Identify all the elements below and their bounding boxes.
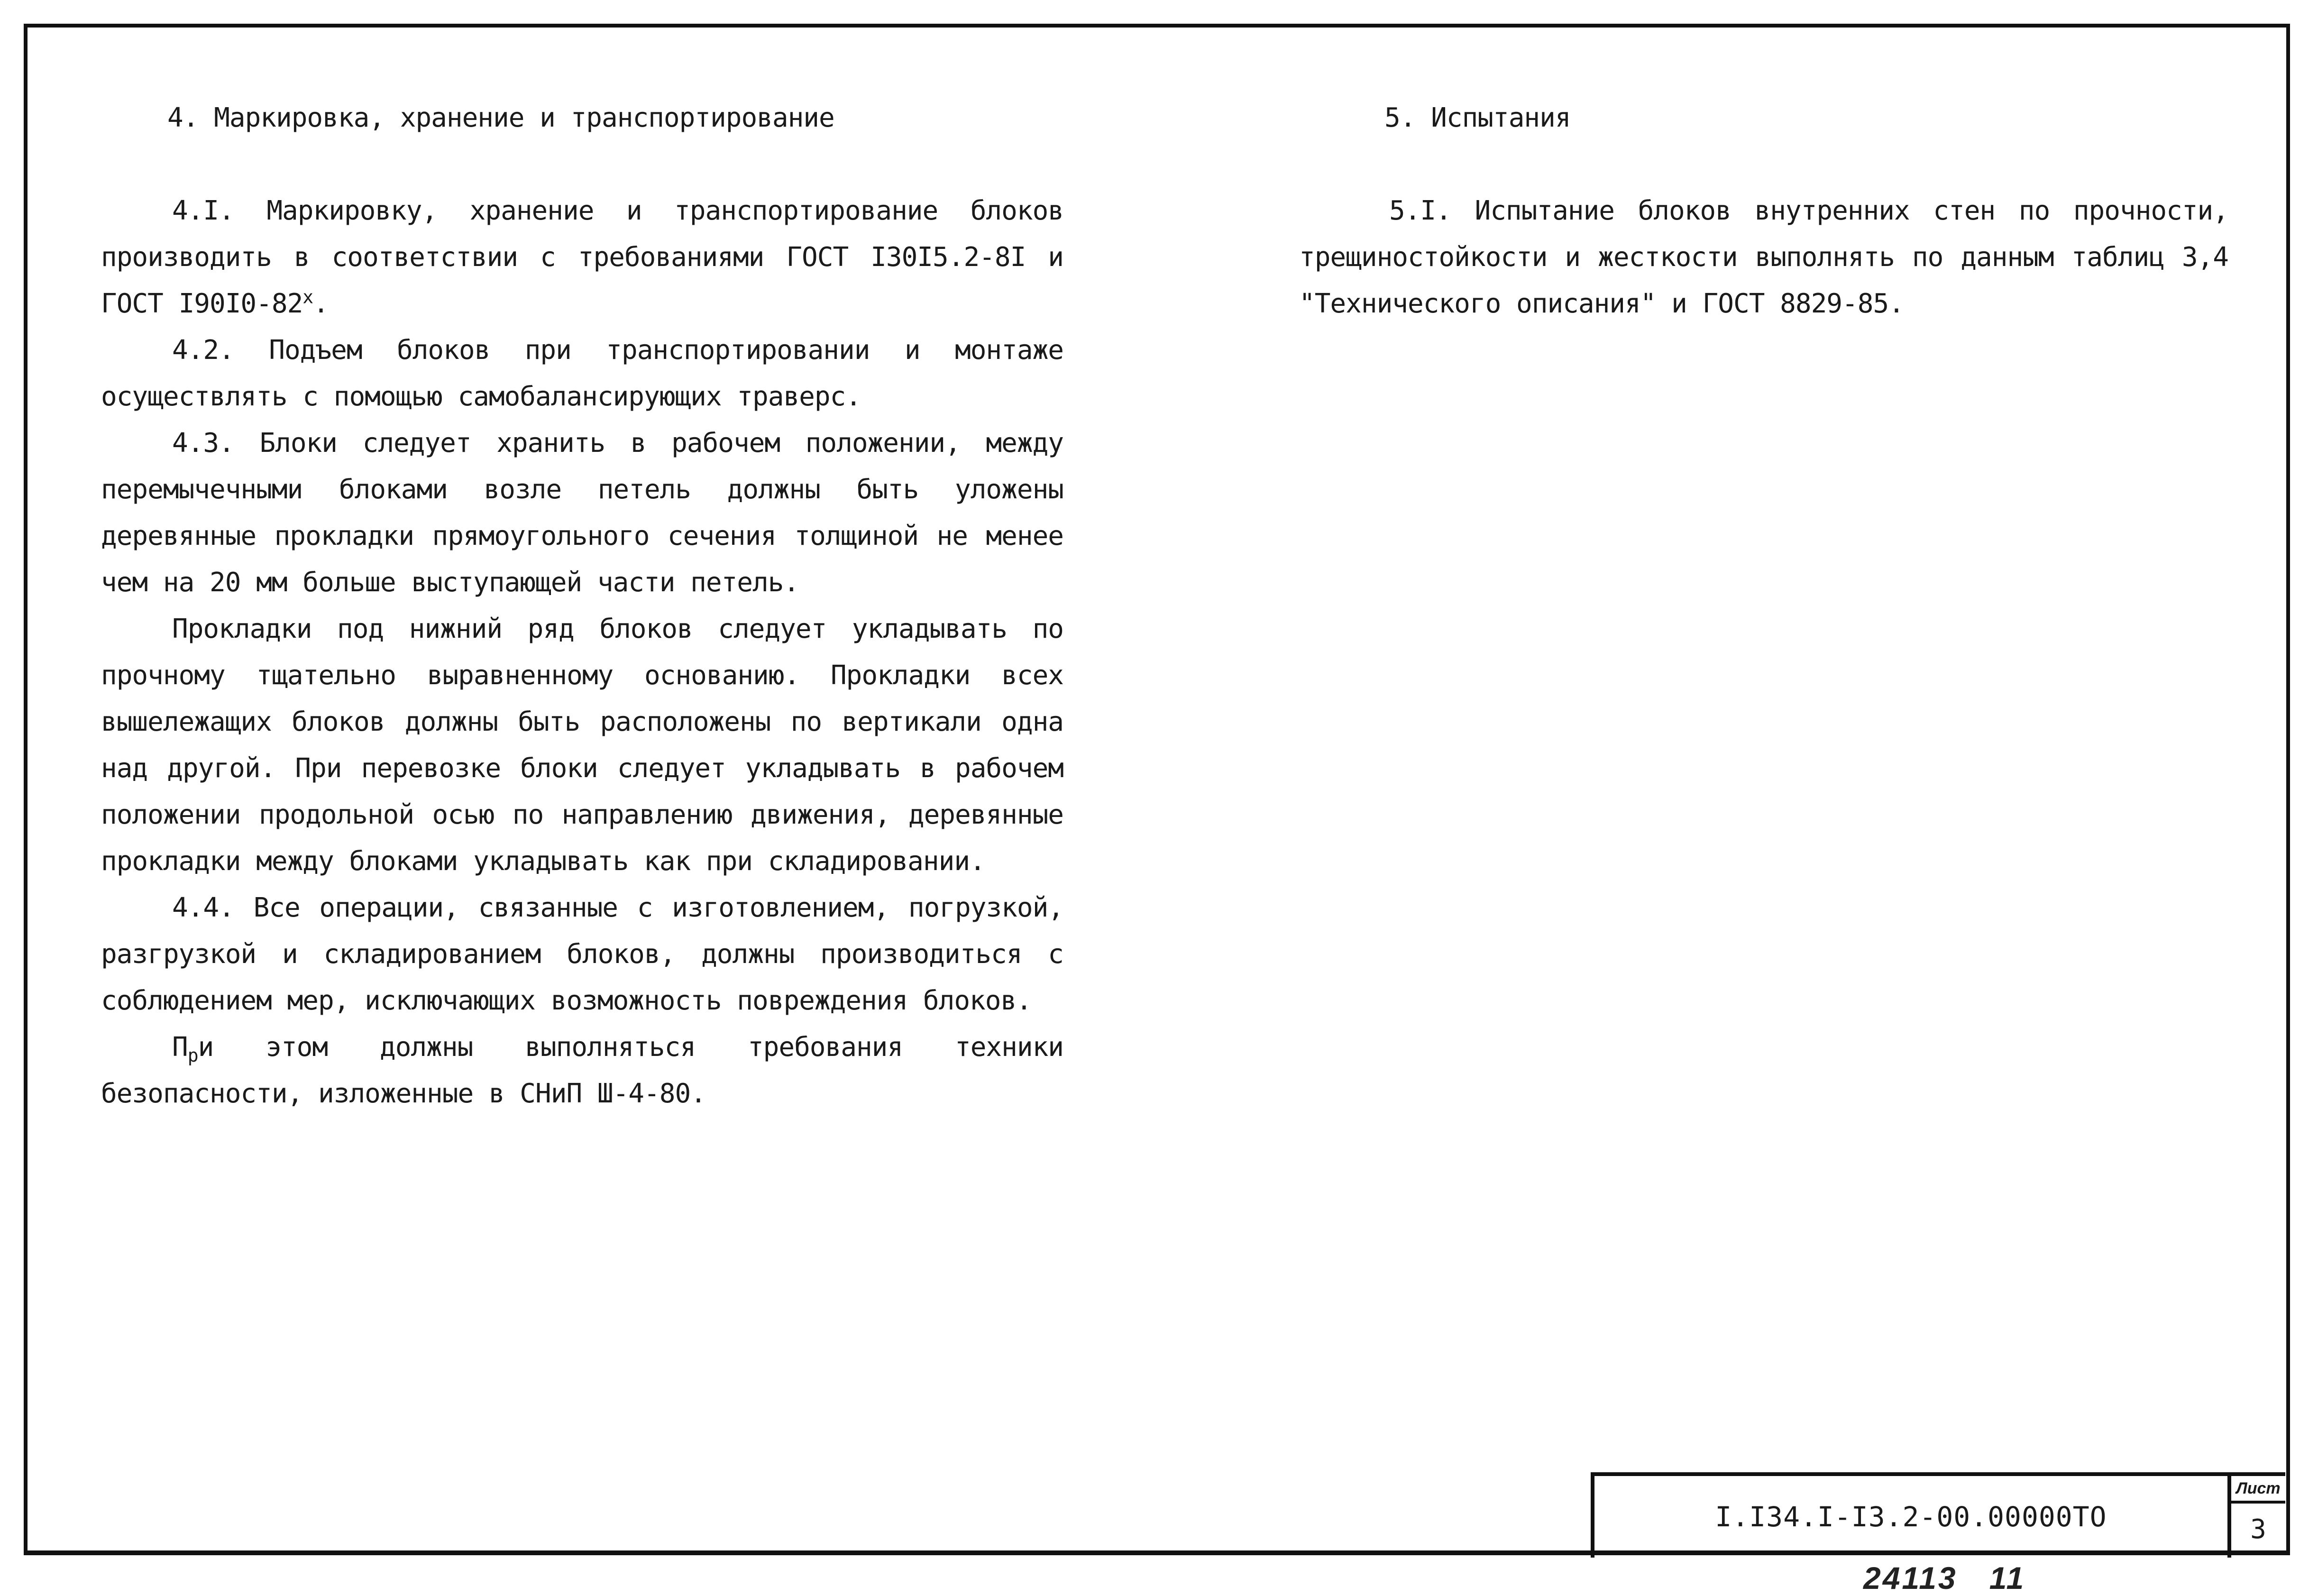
paragraph-4-4-safety <box>101 1024 1063 1117</box>
safety-subscript: р <box>187 1045 198 1066</box>
section-4-heading: 4. Маркировка, хранение и транспортирование <box>167 102 834 133</box>
section-5-heading: 5. Испытания <box>1384 102 1571 133</box>
left-column <box>101 95 1063 1117</box>
paragraph-4-3: 4.3. Блоки следует хранить в рабочем положении, между перемычечными блоками возле петель должны быть уложены деревянные прокладки прямоугольного сечения толщиной не менее чем на 20 мм больше выступающей части петель. <box>101 428 1063 598</box>
sheet-label: Лист <box>2231 1476 2285 1504</box>
safety-start: П <box>172 1032 188 1063</box>
paragraph-4-3-continued: Прокладки под нижний ряд блоков следует укладывать по прочному тщательно выравненному основанию. Прокладки всех вышележащих блоков должны быть расположены по вертикали одна над другой. При перевозке блоки следует укладывать в рабочем положении продольной осью по направлению движения, деревянные прокладки между блоками укладывать как при складировании. <box>101 614 1063 877</box>
paragraph-5-1: 5.I. Испытание блоков внутренних стен по прочности, трещиностойкости и жесткости выполнять по данным таблиц 3,4 "Технического описания" и ГОСТ 8829-85. <box>1299 195 2228 319</box>
sheet-number: 3 <box>2250 1514 2266 1545</box>
paragraph-4-1-end: . <box>313 288 329 319</box>
paragraph-4-1 <box>101 188 1063 327</box>
paragraph-4-1-text: 4.I. Маркировку, хранение и транспортирование блоков производить в соответствии с требованиями ГОСТ I30I5.2-8I и ГОСТ I90I0-82 <box>101 195 1063 319</box>
safety-rest: и этом должны выполняться требования техники безопасности, изложенные в СНиП Ш-4-80. <box>101 1032 1063 1109</box>
archive-number: 24113 11 <box>1863 1560 2026 1596</box>
title-block <box>1591 1472 2285 1558</box>
paragraph-4-1-superscript: x <box>302 286 313 308</box>
right-column <box>1299 95 2228 327</box>
paragraph-4-4: 4.4. Все операции, связанные с изготовлением, погрузкой, разгрузкой и складированием блоков, должны производиться с соблюдением мер, исключающих возможность повреждения блоков. <box>101 892 1063 1016</box>
paragraph-4-2: 4.2. Подъем блоков при транспортировании и монтаже осуществлять с помощью самобалансирующих траверс. <box>101 335 1063 412</box>
sheet-cell <box>2227 1476 2285 1558</box>
document-code: I.I34.I-I3.2-00.00000ТО <box>1715 1501 2107 1533</box>
